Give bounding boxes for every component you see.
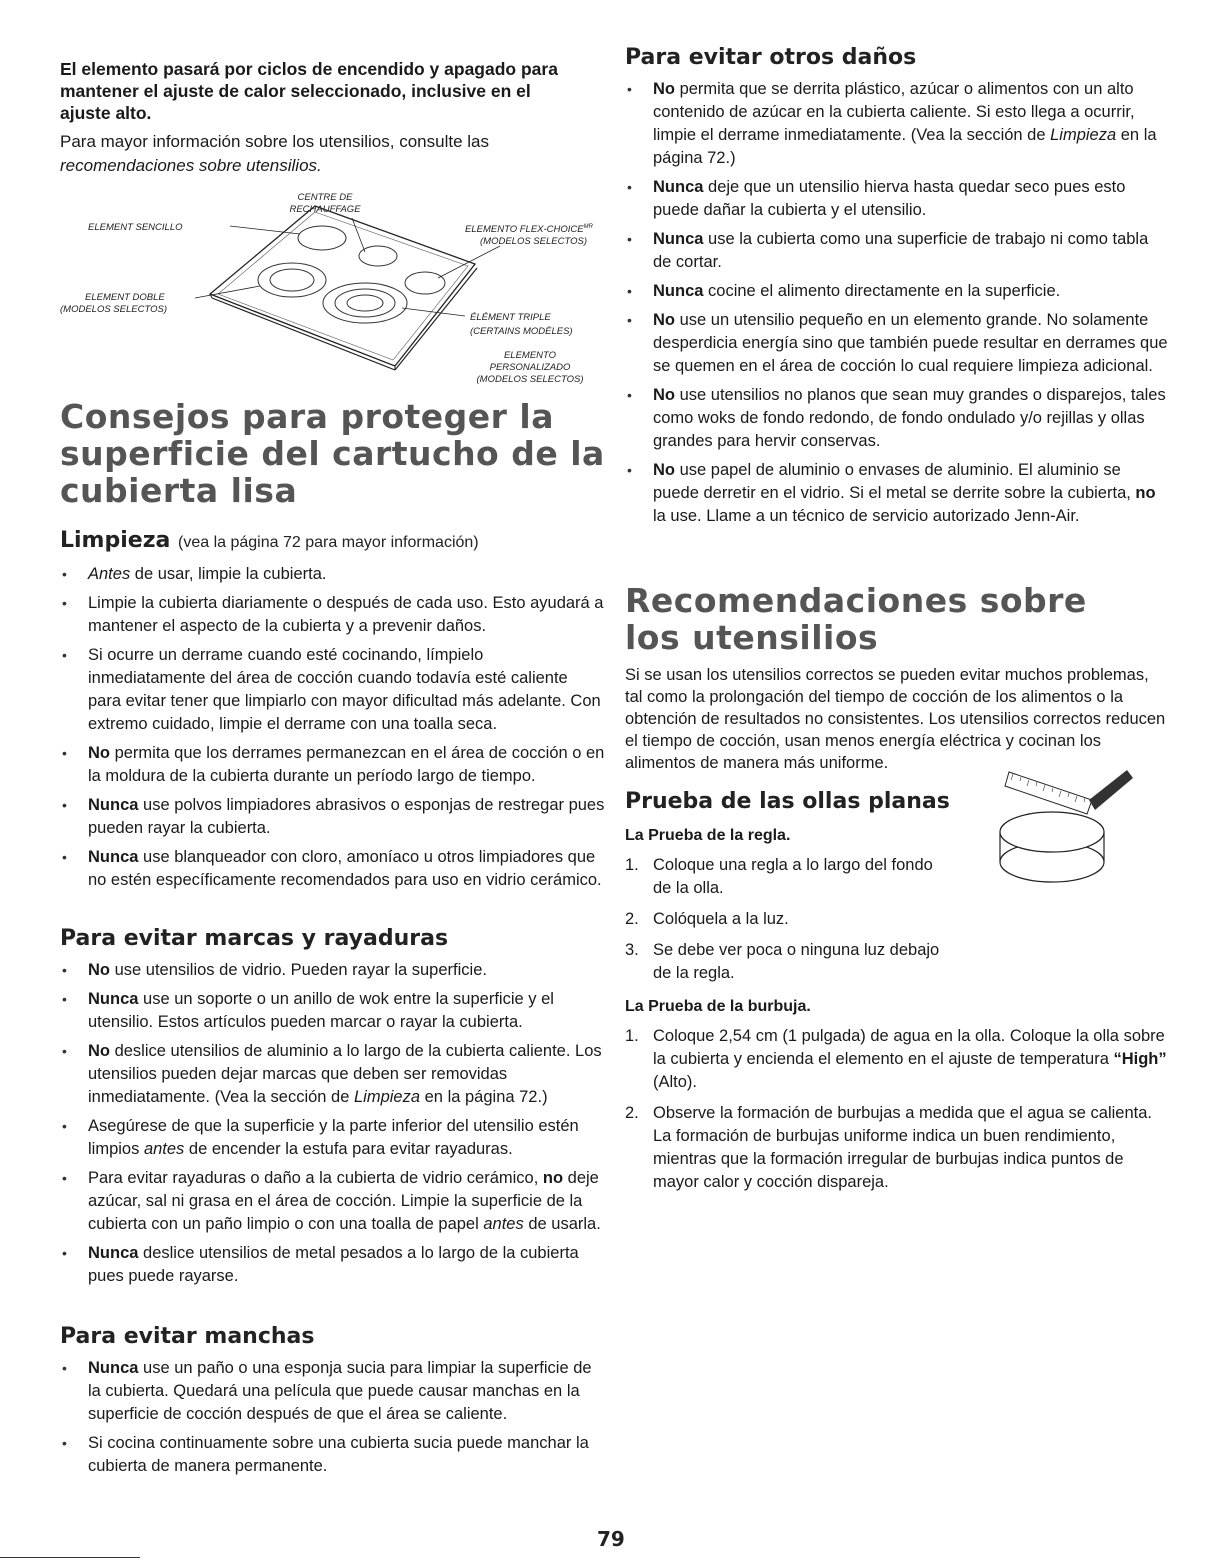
list-item: • Antes de usar, limpie la cubierta.	[60, 563, 605, 586]
label-pers-3: (MODELOS SELECTOS)	[476, 374, 584, 385]
regla-list	[625, 854, 955, 985]
list-item: • No use utensilios no planos que sean muy grandes o disparejos, tales como woks de fondo redondo, de fondo ondulado y/o rejillas y ollas grandes para hervir conservas.	[625, 384, 1170, 453]
list-item: • Nunca use polvos limpiadores abrasivos o esponjas de restregar pues pueden rayar la cubierta.	[60, 794, 605, 840]
list-item: • Nunca deslice utensilios de metal pesados a lo largo de la cubierta pues puede rayarse.	[60, 1242, 605, 1288]
burbuja-list	[625, 1025, 1170, 1194]
label-flex-1: ELEMENTO FLEX-$CHOICE^{MR}$	[465, 224, 593, 235]
manchas-heading: Para evitar manchas	[60, 1324, 315, 1349]
list-item: • Si cocina continuamente sobre una cubierta sucia puede manchar la cubierta de manera permanente.	[60, 1432, 605, 1478]
list-item: • Nunca use un soporte o un anillo de wok entre la superficie y el utensilio. Estos artículos pueden marcar o rayar la cubierta.	[60, 988, 605, 1034]
list-item: • Nunca use la cubierta como una superficie de trabajo ni como tabla de cortar.	[625, 228, 1170, 274]
double-element	[258, 263, 326, 297]
list-item: • Para evitar rayaduras o daño a la cubierta de vidrio cerámico, no deje azúcar, sal ni grasa en el área de cocción. Limpie la superficie de la cubierta con un paño limpio o con una toalla de papel antes de usarla.	[60, 1167, 605, 1236]
manchas-list	[60, 1357, 605, 1478]
intro-text: Para mayor información sobre los utensilios, consulte las recomendaciones sobre utensilios.	[60, 132, 489, 175]
danos-list	[625, 78, 1170, 528]
intro-note: El elemento pasará por ciclos de encendido y apagado para mantener el ajuste de calor seleccionado, inclusive en el ajuste alto.	[60, 59, 558, 123]
prueba-heading: Prueba de las ollas planas	[625, 789, 950, 814]
ruler-pan-illustration	[997, 752, 1137, 892]
single-element	[298, 226, 346, 250]
burbuja-heading: La Prueba de la burbuja.	[625, 998, 811, 1015]
handle-icon	[1089, 770, 1133, 810]
label-pers-2: PERSONALIZADO	[489, 362, 571, 373]
numbered-item: 2. Observe la formación de burbujas a medida que el agua se calienta. La formación de burbujas uniforme indica un buen rendimiento, mientras que la formación irregular de burbujas indica puntos de mayor calor y cocción dispareja.	[625, 1104, 1152, 1191]
list-item: • Nunca cocine el alimento directamente en la superficie.	[625, 280, 1170, 303]
list-item: • Nunca use blanqueador con cloro, amoníaco u otros limpiadores que no estén específicamente recomendados para uso en vidrio cerámico.	[60, 846, 605, 892]
warming-center	[359, 246, 397, 266]
list-item: • No deslice utensilios de aluminio a lo largo de la cubierta caliente. Los utensilios pueden dejar marcas que deben ser removidas inmediatamente. (Vea la sección de Limpieza en la página 72.)	[60, 1040, 605, 1109]
label-doble-1: ELEMENT DOBLE	[85, 292, 165, 303]
label-triple-1: ÉLÉMENT TRIPLE	[470, 312, 551, 323]
page-number: 79	[597, 1527, 625, 1551]
cooktop-diagram	[60, 188, 620, 398]
numbered-item: 1. Coloque una regla a lo largo del fondo de la olla.	[625, 856, 933, 897]
marcas-heading: Para evitar marcas y rayaduras	[60, 926, 449, 951]
numbered-item: 1. Coloque 2,54 cm (1 pulgada) de agua en la olla. Coloque la olla sobre la cubierta y encienda el elemento en el ajuste de temperatura “High” (Alto).	[625, 1027, 1167, 1091]
footer-rule	[0, 1557, 140, 1558]
label-sencillo: ELEMENT SENCILLO	[88, 222, 183, 233]
list-item: • No use papel de aluminio o envases de aluminio. El aluminio se puede derretir en el vidrio. Si el metal se derrite sobre la cubierta, no la use. Llame a un técnico de servicio autorizado Jenn-Air.	[625, 459, 1170, 528]
list-item: • No permita que los derrames permanezcan en el área de cocción o en la moldura de la cubierta durante un período largo de tiempo.	[60, 742, 605, 788]
regla-heading: La Prueba de la regla.	[625, 827, 791, 844]
limpieza-list	[60, 563, 605, 892]
list-item: • Nunca use un paño o una esponja sucia para limpiar la superficie de la cubierta. Quedará una película que puede causar manchas en la superficie de cocción después de que el área se caliente.	[60, 1357, 605, 1426]
label-pers-1: ELEMENTO	[503, 350, 557, 361]
ruler-icon	[1005, 772, 1092, 814]
list-item: • Nunca deje que un utensilio hierva hasta quedar seco pues esto puede dañar la cubierta y el utensilio.	[625, 176, 1170, 222]
list-item: • No use utensilios de vidrio. Pueden rayar la superficie.	[60, 959, 605, 982]
flex-choice-element	[405, 272, 445, 294]
main-title: Consejos para proteger la superficie del cartucho de la cubierta lisa	[60, 397, 605, 510]
marcas-list	[60, 959, 605, 1288]
numbered-item: 2. Colóquela a la luz.	[625, 910, 789, 928]
section-manchas	[60, 1323, 605, 1478]
label-centre-1: CENTRE DE	[297, 192, 353, 203]
section-danos	[625, 44, 1170, 528]
recom-title: Recomendaciones sobre los utensilios	[625, 581, 1087, 657]
list-item: • Si ocurre un derrame cuando esté cocinando, límpielo inmediatamente del área de cocción cuando todavía esté caliente para evitar tener que limpiarlo con mayor dificultad más adelante. Con extremo cuidado, limpie el derrame con una toalla seca.	[60, 644, 605, 736]
label-flex-2: (MODELOS SELECTOS)	[480, 236, 587, 247]
list-item: • No permita que se derrita plástico, azúcar o alimentos con un alto contenido de azúcar en la cubierta caliente. Si esto llega a ocurrir, limpie el derrame inmediatamente. (Vea la sección de Limpieza en la página 72.)	[625, 78, 1170, 170]
list-item: • Asegúrese de que la superficie y la parte inferior del utensilio estén limpios antes de encender la estufa para evitar rayaduras.	[60, 1115, 605, 1161]
recom-text: Si se usan los utensilios correctos se pueden evitar muchos problemas, tal como la prolongación del tiempo de cocción de los alimentos o la obtención de resultados no consistentes. Los utensilios correctos reducen el tiempo de cocción, usan menos energía eléctrica y cocinan los alimentos de manera más uniforme.	[625, 666, 1166, 772]
label-doble-2: (MODELOS SELECTOS)	[60, 304, 167, 315]
numbered-item: 3. Se debe ver poca o ninguna luz debajo de la regla.	[625, 941, 940, 982]
label-centre-2: RECHAUFFAGE	[289, 204, 361, 215]
list-item: • Limpie la cubierta diariamente o después de cada uso. Esto ayudará a mantener el aspecto de la cubierta y a prevenir daños.	[60, 592, 605, 638]
danos-heading: Para evitar otros daños	[625, 45, 917, 70]
section-limpieza	[60, 527, 605, 892]
limpieza-heading: Limpieza (vea la página 72 para mayor información)	[60, 528, 479, 553]
section-marcas	[60, 925, 605, 1288]
label-triple-2: (CERTAINS MODÈLES)	[470, 326, 573, 337]
list-item: • No use un utensilio pequeño en un elemento grande. No solamente desperdicia energía sino que también puede resultar en derrames que se quemen en el área de cocción lo cual requiere limpieza adicional.	[625, 309, 1170, 378]
